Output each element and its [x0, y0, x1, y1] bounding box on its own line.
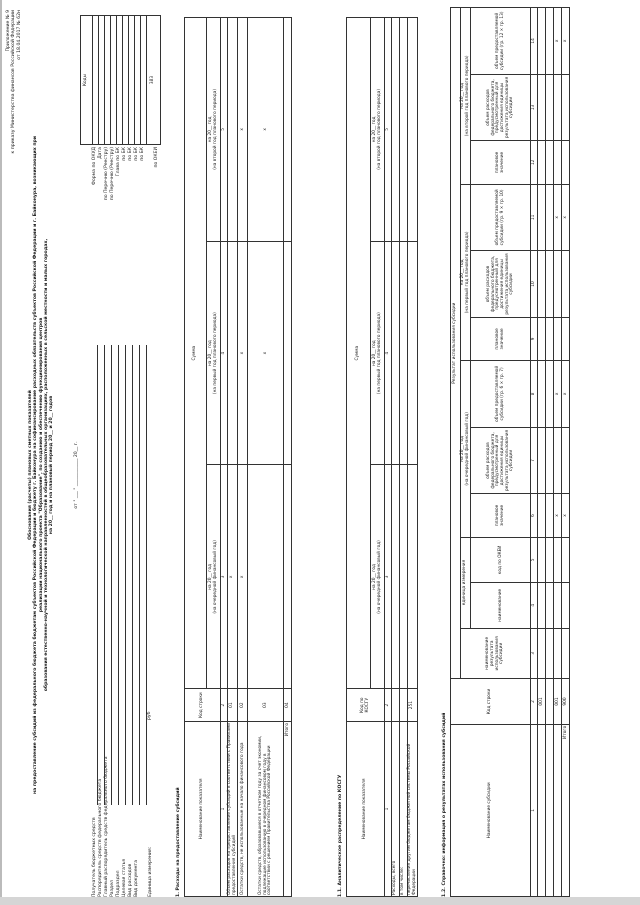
section1-table: Наименование показателя Код строки Сумма на 20__ год (на очередной финансовый год) на 20__ год (на первый год планового периода) на 20__ год (на второй год планового периода) 1 2 3 4 5 Объем расходов на предоставление субсидий в соответствии с Правилами предоставления субсидий 01 x Остатки средств, не использованные на начало финансового года 02 x x x Остатки средств, образовавшиеся в отчетном году за счет экономии, подлежащие использованию в очередном финансовом году в соответствии с решением Правительства Российской Федерации 03 x x Итого 04 [184, 17, 292, 897]
unit-rub: руб [147, 711, 152, 720]
requisites-labels: Получатель бюджетных средств Распорядитель средств федерального бюджета Главный распорядитель средств федерального бюджета Раздел Подраздел Целевая статья Вид расходов Вид документа Единица измерения: [92, 756, 153, 897]
appendix-header [6, 10, 22, 205]
section12-title: 1.2. Справочно: информация о результатах использования субсидий [442, 712, 447, 897]
okei-value: 383 [147, 16, 161, 145]
appendix-line1: Приложение № 9 [6, 10, 11, 52]
report-date: от " ___ " ____________ 20__ г. [74, 441, 79, 509]
codes-labels: Форма по ОКУД Дата по Перечню (Реестру) по Перечню (Реестру) Глава по БК по БК по БК по БК по БК по ОКЕИ [92, 147, 159, 201]
requisites-fill-lines [92, 345, 148, 805]
section1-row-01: Объем расходов на предоставление субсидий в соответствии с Правилами предоставления субсидий 01 x [228, 18, 238, 897]
section1-row-02: Остатки средств, не использованные на начало финансового года 02 x x x [238, 18, 248, 897]
codes-header: Коды [81, 16, 93, 145]
codes-table [80, 15, 161, 145]
section12-table: Наименование субсидии Код строки Результат использования субсидии наименование результата использования субсидии единица измерения на 20__ год (на очередной финансовый год) на 20__ год (на первый год планового периода) на 20__ год (на второй год планового периода) наименование код по ОКЕИ плановое значение объем расходов федерального бюджета, предусмотренный для достижения единицы результата использования субсидии объем предоставляемой субсидии (гр. 6 × гр. 7) плановое значение объем расходов федерального бюджета, предусмотренный для достижения единицы результата использования субсидии объем предоставляемой субсидии (гр. 9 × гр. 10) плановое значение объем расходов федерального бюджета, предусмотренный для достижения единицы результата использования субсидии объем предоставляемой субсидии (гр. 12 × гр. 13) 1 2 3 4 5 6 7 8 9 10 11 12 13 14 001 001 x x x x Итого 900 x x x x [450, 7, 570, 897]
section1-title: 1. Расходы на предоставление субсидий [176, 787, 181, 897]
section1-row-04: Итого 04 [284, 18, 292, 897]
section1-row-03: Остатки средств, образовавшиеся в отчетном году за счет экономии, подлежащие использованию в очередном финансовом году в соответствии с решением Правительства Российской Федерации 03 x x [248, 18, 284, 897]
appendix-line3: от 18.04.2017 № 62н [16, 10, 22, 60]
appendix-line2: к приказу Министерства финансов Российской Федерации [11, 10, 17, 154]
section11-table: Наименование показателя Код по КОСГУ Сумма на 20__ год (на очередной финансовый год) на 20__ год (на первый год планового периода) на 20__ год (на второй год планового периода) 1 2 3 4 5 Расходы, всего в том числе: перечисления другим бюджетам бюджетной системы Российской Федерации 251 [346, 17, 418, 897]
section11-title: 1.1. Аналитическое распределение по КОСГУ [338, 774, 343, 897]
report-title: Обоснования (расчеты) плановых сметных показателей на предоставление субсидий из федерального бюджета бюджетам субъектов Российской Федерации и бюджету г. Байконура на софинансирование расходных обязательств субъектов Российской Федерации и г. Байконура, возникающих при реализации национального проекта "Образование", по созданию и обеспечению функционирования центров образования естественно-научной и технологической направленностей в общеобразовательных организациях, расположенных в сельской местности и малых городах, на 20__ год и на плановый период 20__ и 20__ годов [28, 136, 55, 794]
